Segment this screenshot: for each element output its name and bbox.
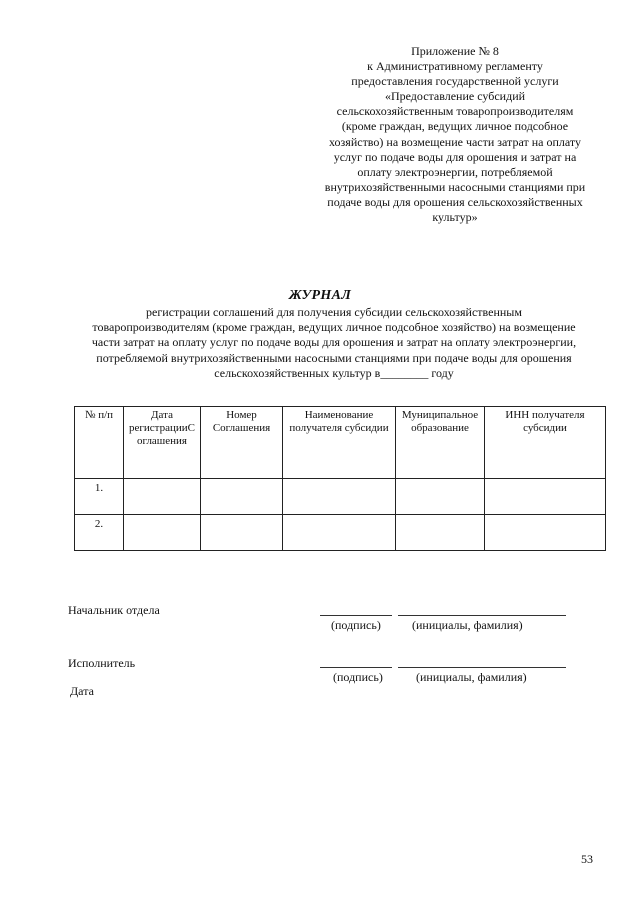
table-cell: [201, 479, 283, 515]
table-cell: [396, 479, 485, 515]
header-inn: ИНН получателя субсидии: [485, 407, 606, 479]
subtitle-line: регистрации соглашений для получения субсидии сельскохозяйственным: [146, 305, 522, 319]
table-row: [75, 515, 606, 551]
header-number: № п/п: [75, 407, 124, 479]
table-header-row: [75, 407, 606, 479]
header-agreement-number: Номер Соглашения: [201, 407, 283, 479]
name-line: [398, 667, 566, 668]
table-cell: [396, 515, 485, 551]
page-number: 53: [581, 852, 593, 866]
subtitle-line: части затрат на оплату услуг по подаче воды для орошения и затрат на оплату электроэнергии,: [91, 335, 577, 350]
signature-caption: (подпись): [333, 670, 383, 684]
header-recipient-name: Наименование получателя субсидии: [283, 407, 396, 479]
annex-line: подаче воды для орошения сельскохозяйственных: [327, 194, 583, 209]
annex-line: сельскохозяйственным товаропроизводителям: [336, 104, 574, 119]
signature-caption: (подпись): [331, 618, 381, 632]
table-cell: [124, 479, 201, 515]
annex-line: оплату электроэнергии, потребляемой: [357, 164, 553, 179]
table-cell: [485, 479, 606, 515]
signature-line: [320, 667, 392, 668]
table-cell: 1.: [75, 479, 124, 515]
registration-table: [74, 406, 606, 551]
name-caption: (инициалы, фамилия): [416, 670, 527, 684]
annex-line: (кроме граждан, ведущих личное подсобное: [341, 119, 569, 134]
header-municipality: Муниципальное образование: [396, 407, 485, 479]
table-cell: [283, 479, 396, 515]
subtitle-line: потребляемой внутрихозяйственными насосными станциями при подаче воды для орошения: [96, 350, 572, 365]
annex-header: [306, 44, 604, 225]
table-cell: [485, 515, 606, 551]
subtitle-line: сельскохозяйственных культур в________ году: [214, 365, 454, 380]
date-label: Дата: [70, 684, 94, 698]
header-registration-date: Дата регистрацииС оглашения: [124, 407, 201, 479]
head-of-department-label: Начальник отдела: [68, 603, 160, 617]
signature-line: [320, 615, 392, 616]
table-row: [75, 479, 606, 515]
annex-line: услуг по подаче воды для орошения и затрат на: [333, 149, 577, 164]
executor-label: Исполнитель: [68, 656, 136, 670]
table-cell: 2.: [75, 515, 124, 551]
annex-line: культур»: [432, 210, 478, 225]
annex-line: «Предоставление субсидий: [384, 89, 526, 104]
name-caption: (инициалы, фамилия): [412, 618, 523, 632]
annex-line: внутрихозяйственными насосными станциями при: [324, 179, 586, 194]
journal-subtitle: [40, 305, 628, 381]
annex-line: Приложение № 8: [411, 44, 499, 58]
annex-line: предоставления государственной услуги: [351, 74, 559, 89]
annex-line: к Административному регламенту: [367, 59, 543, 74]
subtitle-line: товаропроизводителям (кроме граждан, ведущих личное подсобное хозяйство) на возмещение: [92, 320, 576, 335]
table-cell: [201, 515, 283, 551]
annex-line: хозяйство) на возмещение части затрат на оплату: [329, 134, 581, 149]
journal-title: ЖУРНАЛ: [288, 288, 352, 303]
name-line: [398, 615, 566, 616]
table-cell: [124, 515, 201, 551]
table-cell: [283, 515, 396, 551]
